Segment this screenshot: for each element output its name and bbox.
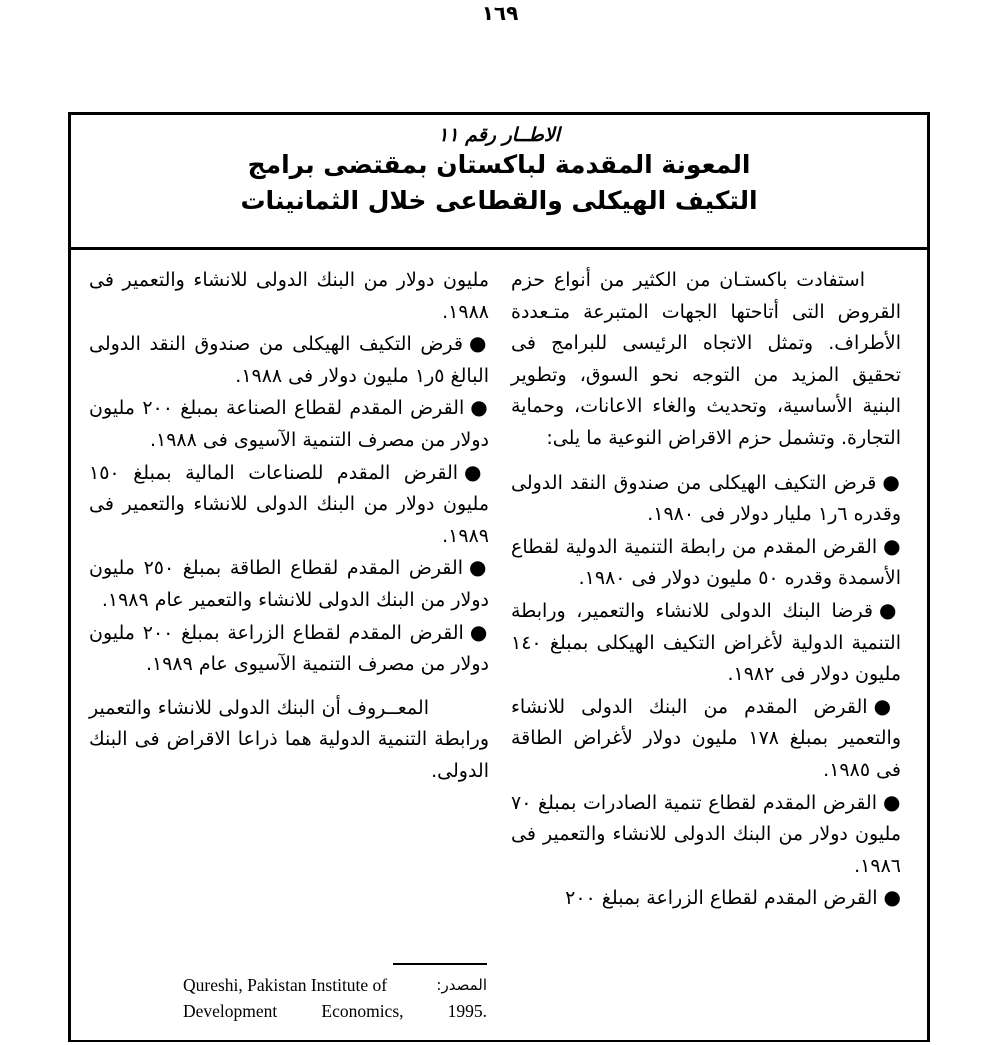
bullet-text: القرض المقدم للصناعات المالية بمبلغ ١٥٠ مليون دولار من البنك الدولى للانشاء والتعمير فى ١٩٨٩.: [89, 461, 489, 547]
closing-paragraph: المعــروف أن البنك الدولى للانشاء والتعمير ورابطة التنمية الدولية هما ذراعا الاقراض فى البنك الدولى.: [89, 696, 489, 782]
bullet-item: [511, 595, 901, 691]
bullet-item: [89, 328, 489, 392]
left-bullet-list: [89, 328, 489, 681]
bullet-item: [511, 467, 901, 531]
bullet-text: القرض المقدم لقطاع الطاقة بمبلغ ٢٥٠ مليون دولار من البنك الدولى للانشاء والتعمير عام ١٩٨٩.: [89, 557, 489, 611]
bullet-text: القرض المقدم لقطاع الزراعة بمبلغ ٢٠٠: [565, 887, 878, 910]
right-column: [511, 265, 901, 915]
bullet-text: القرض المقدم لقطاع الزراعة بمبلغ ٢٠٠ مليون دولار من مصرف التنمية الآسيوى عام ١٩٨٩.: [89, 621, 489, 676]
bullet-text: القرض المقدم من البنك الدولى للانشاء والتعمير بمبلغ ١٧٨ مليون دولار لأغراض الطاقة فى ١٩٨٥.: [511, 695, 901, 781]
bullet-icon: ●: [882, 469, 901, 494]
intro-paragraph: استفادت باكستـان من الكثير من أنواع حزم القروض التى أتاحتها الجهات المتبرعة متـعددة الأطراف. وتمثل الاتجاه الرئيسى للبرامج فى تحقيق المزيد من التوجه نحو السوق، وتطوير البنية الأساسية، وتحديث والغاء الاعانات، وحماية التجارة. وتشمل حزم الاقراض النوعية ما يلى:: [511, 269, 901, 449]
bullet-item: [89, 392, 489, 456]
bullet-icon: ●: [883, 533, 902, 558]
bullet-icon: ●: [883, 885, 901, 910]
box-title-line-1: المعونة المقدمة لباكستان بمقتضى برامج: [247, 150, 751, 179]
box-header: [71, 115, 927, 250]
bullet-text: القرض المقدم من رابطة التنمية الدولية لقطاع الأسمدة وقدره ٥٠ مليون دولار فى ١٩٨٠.: [511, 535, 901, 590]
bullet-icon: ●: [883, 789, 902, 814]
bullet-icon: ●: [879, 597, 902, 622]
bullet-item: [511, 787, 901, 883]
left-column: [89, 265, 489, 800]
source-citation: [183, 972, 487, 1024]
continuation-text: مليون دولار من البنك الدولى للانشاء والتعمير فى ١٩٨٨.: [89, 269, 489, 323]
bullet-text: قرضا البنك الدولى للانشاء والتعمير، ورابطة التنمية الدولية لأغراض التكيف الهيكلى بمبلغ ١٤٠ مليون دولار فى ١٩٨٢.: [511, 599, 901, 686]
bullet-icon: ●: [873, 693, 901, 718]
source-word: 1995.: [447, 1001, 487, 1021]
bullet-item: [511, 882, 901, 915]
bullet-item: [511, 691, 901, 787]
right-bullet-list: [511, 467, 901, 915]
source-line-1: Qureshi, Pakistan Institute of: [183, 975, 388, 995]
source-word: Economics,: [321, 1001, 404, 1021]
bullet-icon: ●: [464, 459, 490, 484]
bullet-text: القرض المقدم لقطاع تنمية الصادرات بمبلغ ٧٠ مليون دولار من البنك الدولى للانشاء والتعمير فى ١٩٨٦.: [511, 791, 901, 877]
bullet-icon: ●: [470, 395, 490, 420]
bullet-icon: ●: [469, 619, 490, 644]
bullet-item: [89, 617, 489, 681]
bullet-item: [89, 552, 489, 616]
source-divider: [393, 963, 487, 965]
bullet-text: القرض المقدم لقطاع الصناعة بمبلغ ٢٠٠ مليون دولار من مصرف التنمية الآسيوى فى ١٩٨٨.: [89, 397, 489, 451]
source-label: المصدر:: [436, 976, 487, 994]
bullet-text: قرض التكيف الهيكلى من صندوق النقد الدولى البالغ ٥ر١ مليون دولار فى ١٩٨٨.: [89, 333, 489, 387]
box-title-line-2: التكيف الهيكلى والقطاعى خلال الثمانينات: [240, 186, 758, 215]
bullet-text: قرض التكيف الهيكلى من صندوق النقد الدولى وقدره ٦ر١ مليار دولار فى ١٩٨٠.: [511, 471, 901, 526]
bullet-item: [511, 531, 901, 595]
bullet-icon: ●: [468, 555, 489, 580]
page-number: ١٦٩: [481, 1, 519, 25]
source-word: Development: [183, 1001, 278, 1021]
text-box-frame: [68, 112, 930, 1042]
box-label: الاطــار رقم ١١: [438, 124, 560, 146]
bullet-item: [89, 457, 489, 553]
bullet-icon: ●: [468, 331, 489, 356]
